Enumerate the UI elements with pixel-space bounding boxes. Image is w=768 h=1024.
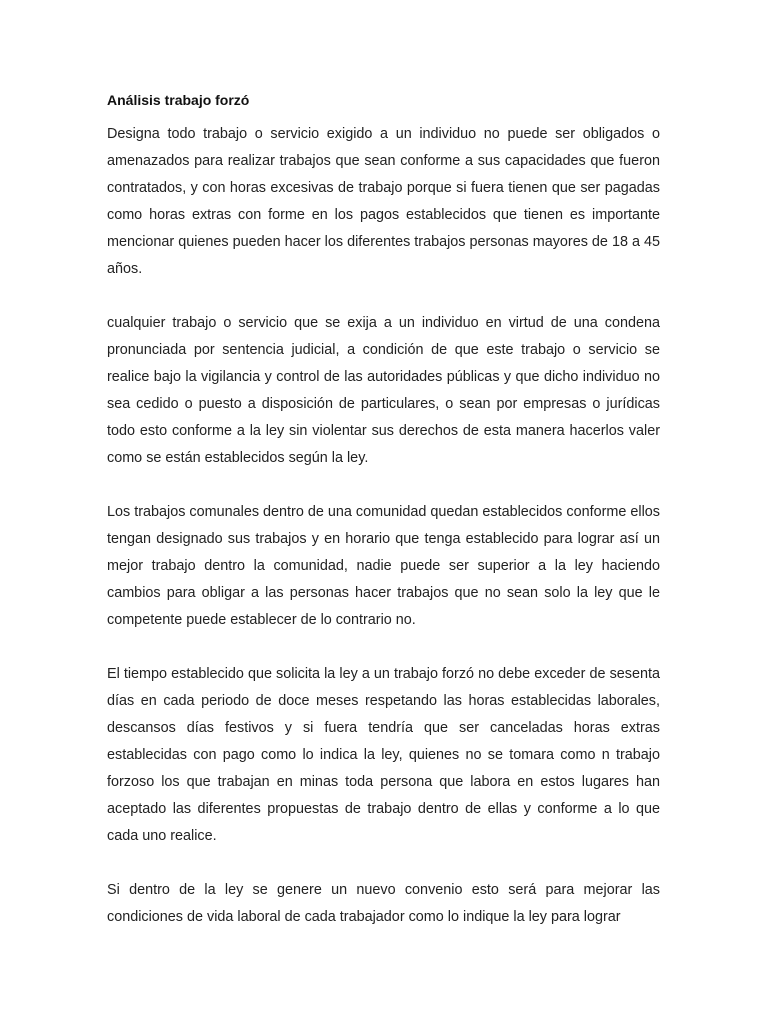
paragraph-3: Los trabajos comunales dentro de una comunidad quedan establecidos conforme ellos tengan designado sus trabajos y en horario que tenga establecido para lograr así un mejor trabajo dentro la comunidad, nadie puede ser superior a la ley haciendo cambios para obligar a las personas hacer trabajos que no sean solo la ley que le competente puede establecer de lo contrario no. bbox=[107, 504, 660, 628]
document-title: Análisis trabajo forzó bbox=[107, 92, 250, 108]
document-page bbox=[107, 91, 660, 931]
paragraph-1: Designa todo trabajo o servicio exigido a un individuo no puede ser obligados o amenazados para realizar trabajos que sean conforme a sus capacidades que fueron contratados, y con horas excesivas de trabajo porque si fuera tienen que ser pagadas como horas extras con forme en los pagos establecidos que tienen es importante mencionar quienes pueden hacer los diferentes trabajos personas mayores de 18 a 45 años. bbox=[107, 126, 660, 277]
paragraph-4: El tiempo establecido que solicita la ley a un trabajo forzó no debe exceder de sesenta días en cada periodo de doce meses respetando las horas establecidas laborales, descansos días festivos y si fuera tendría que ser canceladas horas extras establecidas con pago como lo indica la ley, quienes no se tomara como n trabajo forzoso los que trabajan en minas toda persona que labora en estos lugares han aceptado las diferentes propuestas de trabajo dentro de ellas y conforme a lo que cada uno realice. bbox=[107, 666, 660, 844]
paragraph-5: Si dentro de la ley se genere un nuevo convenio esto será para mejorar las condiciones de vida laboral de cada trabajador como lo indique la ley para lograr bbox=[107, 882, 660, 925]
paragraph-2: cualquier trabajo o servicio que se exija a un individuo en virtud de una condena pronunciada por sentencia judicial, a condición de que este trabajo o servicio se realice bajo la vigilancia y control de las autoridades públicas y que dicho individuo no sea cedido o puesto a disposición de particulares, o sean por empresas o jurídicas todo esto conforme a la ley sin violentar sus derechos de esta manera hacerlos valer como se están establecidos según la ley. bbox=[107, 315, 660, 466]
